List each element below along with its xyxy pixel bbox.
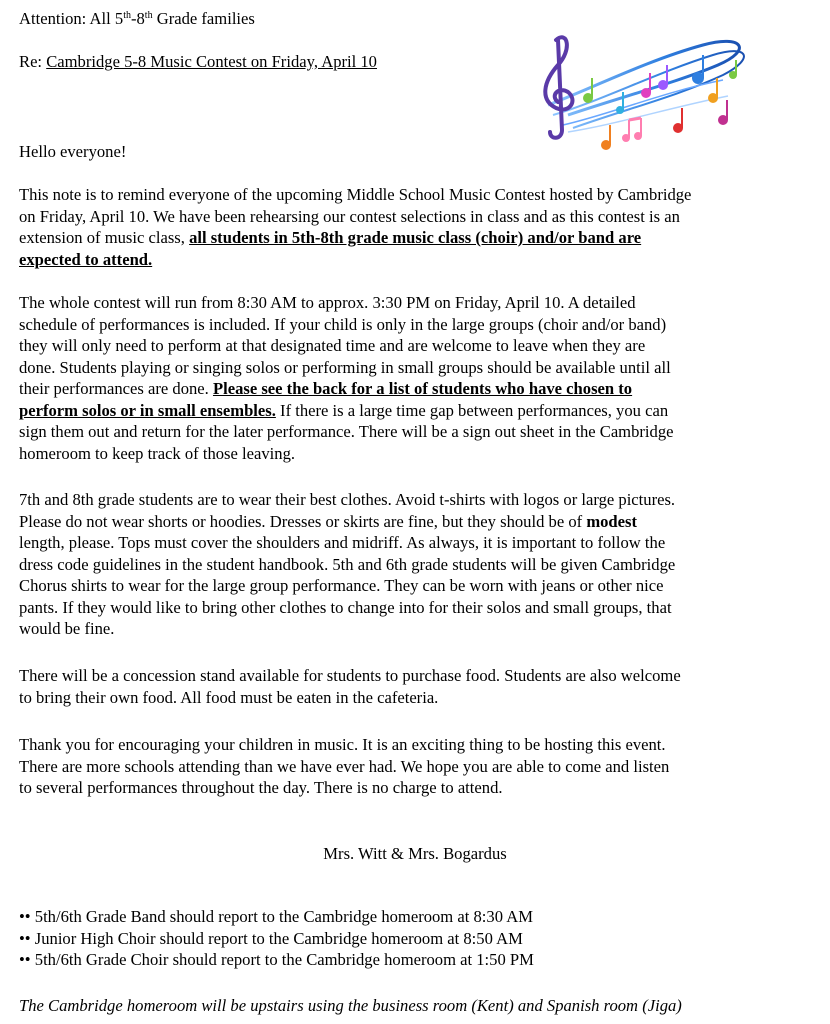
signature: Mrs. Witt & Mrs. Bogardus (323, 844, 507, 863)
solos-notice: Please see the back for a list of students who have chosen to (212, 379, 633, 398)
greeting: Hello everyone! (19, 142, 127, 161)
list-item: •• Junior High Choir should report to the Cambridge homeroom at 8:50 AM (19, 928, 523, 948)
report-times-list (19, 906, 534, 971)
re-subject: Cambridge 5-8 Music Contest on Friday, April 10 (46, 52, 377, 71)
music-notes-swirl-icon (528, 20, 758, 160)
paragraph-concessions: There will be a concession stand available for students to purchase food. Students are also welcome to bring their own food. All food must be eaten in the cafeteria. (19, 666, 681, 707)
attendance-requirement: all students in 5th-8th grade music class (choir) and/or band are (189, 228, 642, 247)
paragraph-intro: This note is to remind everyone of the upcoming Middle School Music Contest hosted by Cambridge on Friday, April 10. We have been rehearsing our contest selections in class and as this contest is an extension of music class, all students in 5th-8th grade music class (choir) and/or band are expected to attend. (19, 185, 692, 269)
re-line: Re: Cambridge 5-8 Music Contest on Friday, April 10 (19, 52, 377, 71)
paragraph-thanks: Thank you for encouraging your children in music. It is an exciting thing to be hosting this event. There are more schools attending than we have ever had. We hope you are able to come and listen to several performances throughout the day. There is no charge to attend. (19, 735, 670, 797)
list-item: •• 5th/6th Grade Band should report to the Cambridge homeroom at 8:30 AM (19, 907, 533, 926)
paragraph-dress-code: 7th and 8th grade students are to wear their best clothes. Avoid t-shirts with logos or large pictures. Please do not wear shorts or hoodies. Dresses or skirts are fine, but they should be of modest length, please. Tops must cover the shoulders and midriff. As always, it is important to follow the dress code guidelines in the student handbook. 5th and 6th grade students will be given Cambridge Chorus shirts to wear for the large group performance. They can be worn with jeans or other nice pants. If they would like to bring other clothes to change into for their solos and small groups, that would be fine. (19, 490, 676, 638)
footer-note: The Cambridge homeroom will be upstairs using the business room (Kent) and Spanish room (Jiga) (19, 996, 682, 1015)
attention-line: Attention: All 5th-8th Grade families (19, 9, 255, 28)
list-item: •• 5th/6th Grade Choir should report to the Cambridge homeroom at 1:50 PM (19, 950, 534, 969)
modest-emphasis: modest (586, 511, 638, 531)
paragraph-schedule: The whole contest will run from 8:30 AM to approx. 3:30 PM on Friday, April 10. A detailed schedule of performances is included. If your child is only in the large groups (choir and/or band) they will only need to perform at that designated time and are welcome to leave when they are done. Students playing or singing solos or performing in small groups should be available until all their performances are done. Please see the back for a list of students who have chosen to perform solos or in small ensembles. If there is a large time gap between performances, you can sign them out and return for the later performance. There will be a sign out sheet in the Cambridge homeroom to keep track of those leaving. (19, 293, 674, 463)
